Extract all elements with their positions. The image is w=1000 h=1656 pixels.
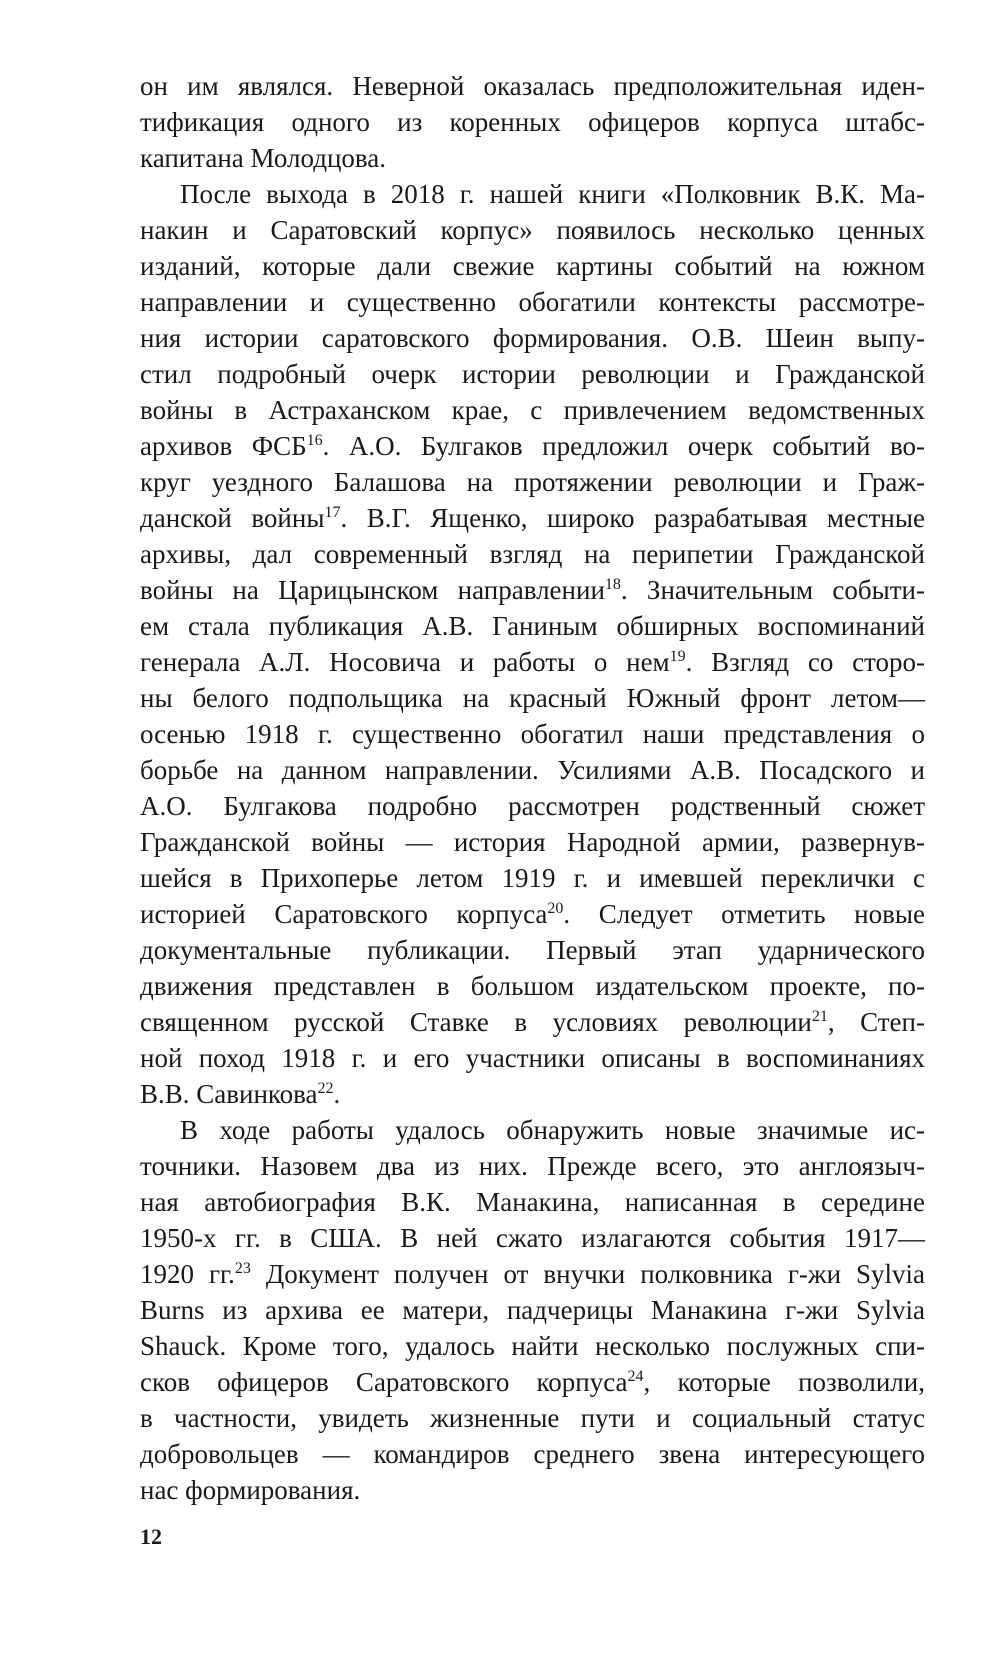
- footnote-ref: 24: [627, 1368, 644, 1385]
- text-line: [140, 356, 925, 392]
- text-run: нас формирования.: [140, 1475, 361, 1505]
- text-run: , которые позволили,: [643, 1367, 925, 1397]
- text-run: ной поход 1918 г. и его участники описаны в воспоминаниях: [140, 1043, 925, 1073]
- text-run: Документ получен от внучки полковника г-жи Sylvia: [250, 1259, 926, 1289]
- text-line: [140, 1472, 925, 1508]
- text-run: борьбе на данном направлении. Усилиями А.В. Посадского и: [140, 755, 925, 785]
- text-run: священном русской Ставке в условиях революции: [140, 1007, 812, 1037]
- text-line: [140, 536, 925, 572]
- body-text: [140, 68, 925, 1508]
- text-run: ны белого подпольщика на красный Южный фронт летом—: [140, 683, 925, 713]
- text-run: . В.Г. Ященко, широко разрабатывая местные: [340, 503, 926, 533]
- text-run: ная автобиография В.К. Манакина, написанная в середине: [140, 1187, 925, 1217]
- text-line: [140, 464, 925, 500]
- text-run: сков офицеров Саратовского корпуса: [140, 1367, 628, 1397]
- text-line: [140, 140, 925, 176]
- text-line: [140, 824, 925, 860]
- text-line: [140, 968, 925, 1004]
- text-run: .: [333, 1079, 341, 1109]
- text-line: [140, 788, 925, 824]
- text-line: [140, 428, 925, 464]
- text-line: [140, 1004, 925, 1040]
- text-line: [140, 1364, 925, 1400]
- text-run: в частности, увидеть жизненные пути и социальный статус: [140, 1403, 925, 1433]
- footnote-ref: 21: [811, 1008, 828, 1025]
- page-number: 12: [140, 1524, 162, 1549]
- text-line: [140, 932, 925, 968]
- text-line: [140, 392, 925, 428]
- text-run: направлении и существенно обогатили контексты рассмотре-: [140, 287, 925, 317]
- text-line: [140, 68, 925, 104]
- text-run: . Взгляд со сторо-: [685, 647, 925, 677]
- text-run: . Следует отметить новые: [563, 899, 925, 929]
- text-line: [140, 680, 925, 716]
- text-line: [140, 572, 925, 608]
- text-line: [140, 1148, 925, 1184]
- text-line: [140, 644, 925, 680]
- text-run: , Степ-: [827, 1007, 925, 1037]
- text-run: накин и Саратовский корпус» появилось несколько ценных: [140, 215, 925, 245]
- text-line: [140, 104, 925, 140]
- text-line: [140, 320, 925, 356]
- text-run: документальные публикации. Первый этап ударнического: [140, 935, 925, 965]
- text-run: историей Саратовского корпуса: [140, 899, 548, 929]
- text-run: точники. Назовем два из них. Прежде всего, это англоязыч-: [140, 1151, 925, 1181]
- text-line: [140, 176, 925, 212]
- footnote-ref: 20: [547, 900, 564, 917]
- text-run: . Значительным событи-: [620, 575, 925, 605]
- text-run: архивы, дал современный взгляд на перипетии Гражданской: [140, 539, 925, 569]
- text-run: Гражданской войны — история Народной армии, развернув-: [140, 827, 925, 857]
- text-run: . А.О. Булгаков предложил очерк событий во-: [322, 431, 925, 461]
- footnote-ref: 18: [604, 576, 621, 593]
- text-line: [140, 1220, 925, 1256]
- text-run: шейся в Прихоперье летом 1919 г. и имевшей переклички с: [140, 863, 925, 893]
- text-run: он им являлся. Неверной оказалась предположительная иден-: [140, 71, 925, 101]
- text-run: архивов ФСБ: [140, 431, 307, 461]
- text-line: [140, 752, 925, 788]
- text-run: войны в Астраханском крае, с привлечением ведомственных: [140, 395, 925, 425]
- text-line: [140, 860, 925, 896]
- text-line: [140, 1040, 925, 1076]
- text-run: осенью 1918 г. существенно обогатил наши представления о: [140, 719, 925, 749]
- text-line: [140, 716, 925, 752]
- text-run: 1950-х гг. в США. В ней сжато излагаются события 1917—: [140, 1223, 925, 1253]
- text-line: [140, 212, 925, 248]
- text-line: [140, 1112, 925, 1148]
- text-run: добровольцев — командиров среднего звена интересующего: [140, 1439, 925, 1469]
- text-run: изданий, которые дали свежие картины событий на южном: [140, 251, 925, 281]
- footnote-ref: 17: [324, 504, 341, 521]
- text-line: [140, 284, 925, 320]
- text-run: В.В. Савинкова: [140, 1079, 318, 1109]
- text-run: ем стала публикация А.В. Ганиным обширных воспоминаний: [140, 611, 925, 641]
- text-line: [140, 1328, 925, 1364]
- footnote-ref: 22: [317, 1080, 334, 1097]
- text-line: [140, 500, 925, 536]
- paragraph: [140, 176, 925, 1112]
- text-run: стил подробный очерк истории революции и Гражданской: [140, 359, 925, 389]
- footnote-ref: 23: [234, 1260, 251, 1277]
- text-run: А.О. Булгакова подробно рассмотрен родственный сюжет: [140, 791, 925, 821]
- text-run: ния истории саратовского формирования. О.В. Шеин выпу-: [140, 323, 925, 353]
- text-run: Shauck. Кроме того, удалось найти несколько послужных спи-: [140, 1331, 925, 1361]
- text-run: генерала А.Л. Носовича и работы о нем: [140, 647, 670, 677]
- footnote-ref: 19: [669, 648, 686, 665]
- text-run: войны на Царицынском направлении: [140, 575, 605, 605]
- text-run: В ходе работы удалось обнаружить новые значимые ис-: [180, 1115, 925, 1145]
- text-run: 1920 гг.: [140, 1259, 235, 1289]
- text-line: [140, 1076, 925, 1112]
- paragraph: [140, 68, 925, 176]
- text-line: [140, 248, 925, 284]
- paragraph: [140, 1112, 925, 1508]
- text-line: [140, 608, 925, 644]
- text-line: [140, 1400, 925, 1436]
- text-run: данской войны: [140, 503, 325, 533]
- text-line: [140, 1292, 925, 1328]
- footnote-ref: 16: [306, 432, 323, 449]
- text-line: [140, 1256, 925, 1292]
- text-line: [140, 1436, 925, 1472]
- text-line: [140, 896, 925, 932]
- text-line: [140, 1184, 925, 1220]
- text-run: круг уездного Балашова на протяжении революции и Граж-: [140, 467, 925, 497]
- text-run: тификация одного из коренных офицеров корпуса штабс-: [140, 107, 925, 137]
- text-run: После выхода в 2018 г. нашей книги «Полковник В.К. Ма-: [180, 179, 925, 209]
- text-run: капитана Молодцова.: [140, 143, 387, 173]
- text-run: Burns из архива ее матери, падчерицы Манакина г-жи Sylvia: [140, 1295, 925, 1325]
- text-run: движения представлен в большом издательском проекте, по-: [140, 971, 925, 1001]
